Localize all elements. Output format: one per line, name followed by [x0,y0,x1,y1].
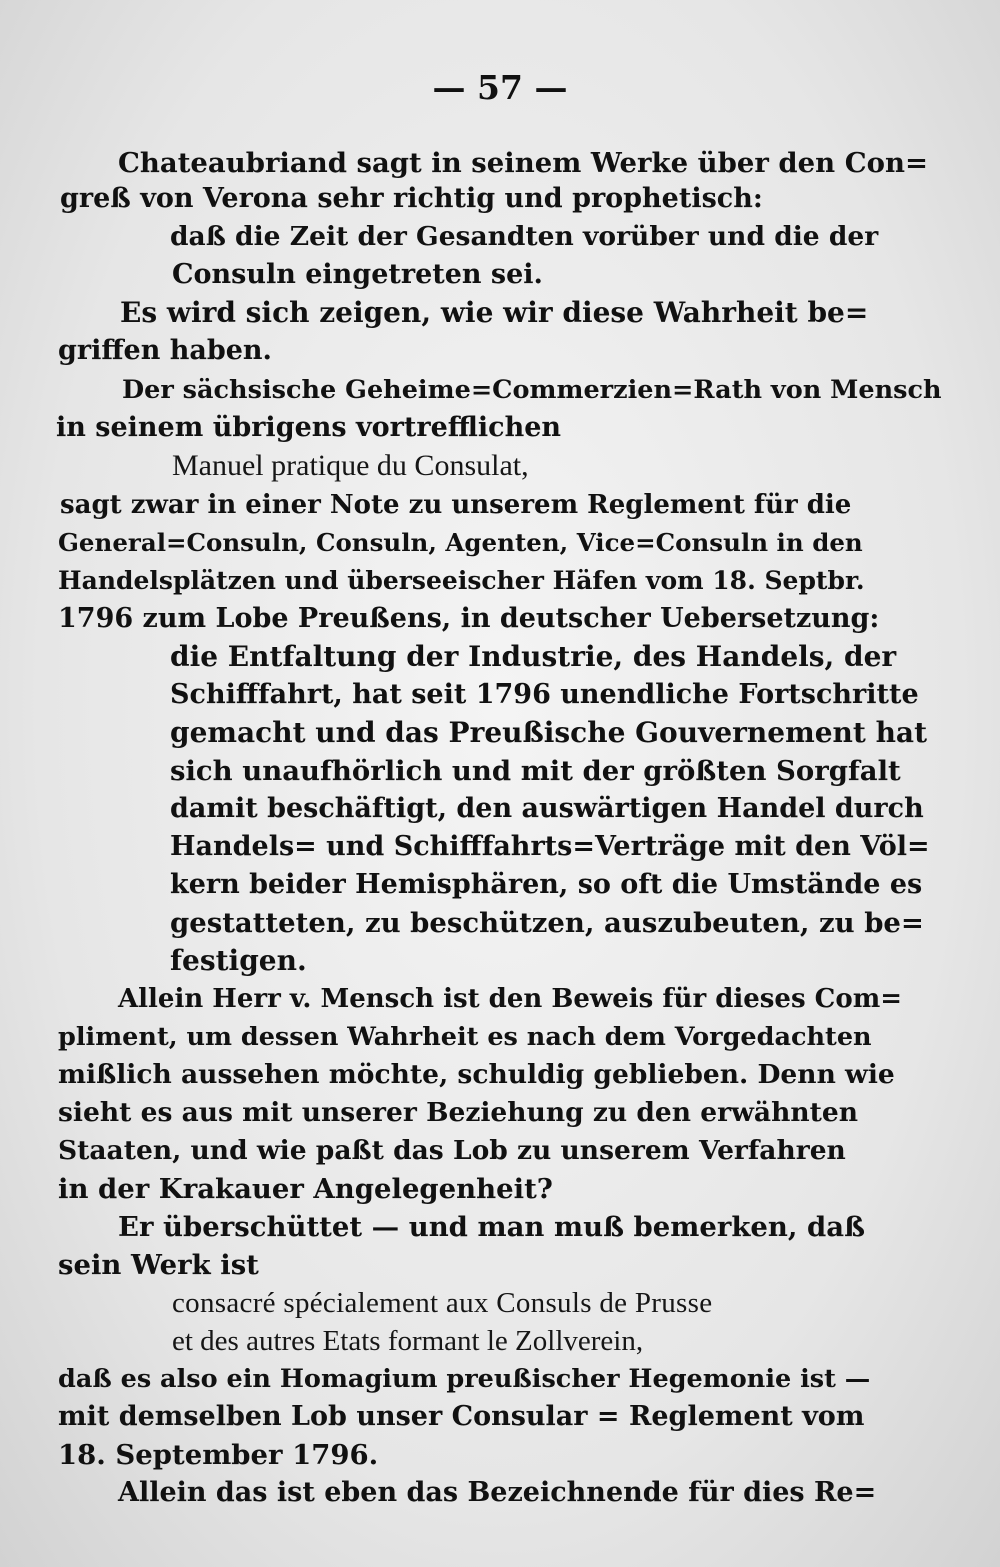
text-line: Staaten, und wie paßt das Lob zu unserem Verfahren [58,1135,846,1166]
text-line: Allein Herr v. Mensch ist den Beweis für dieses Com= [118,984,902,1014]
text-line: daß die Zeit der Gesandten vorüber und die der [170,221,879,252]
text-line: die Entfaltung der Industrie, des Handels, der [170,640,897,673]
text-line: pliment, um dessen Wahrheit es nach dem Vorgedachten [58,1022,872,1052]
text-line: mißlich aussehen möchte, schuldig geblieben. Denn wie [58,1059,895,1090]
text-line: in seinem übrigens vortrefflichen [56,412,562,443]
text-line: gemacht und das Preußische Gouvernement hat [170,716,928,749]
text-line: General=Consuln, Consuln, Agenten, Vice=Consuln in den [58,528,863,557]
text-line-french: et des autres Etats formant le Zollverein, [172,1325,644,1357]
text-line: 1796 zum Lobe Preußens, in deutscher Uebersetzung: [58,603,880,634]
text-line: griffen haben. [58,335,272,366]
text-line: mit demselben Lob unser Consular = Reglement vom [58,1401,865,1432]
text-line: sagt zwar in einer Note zu unserem Reglement für die [60,490,852,520]
text-line: Es wird sich zeigen, wie wir diese Wahrheit be= [120,296,869,329]
text-line-french: consacré spécialement aux Consuls de Prusse [172,1287,713,1319]
text-line: Allein das ist eben das Bezeichnende für dies Re= [118,1477,877,1508]
text-line: 18. September 1796. [58,1439,379,1471]
text-line: Handels= und Schifffahrts=Verträge mit den Völ= [170,831,930,862]
text-line: gestatteten, zu beschützen, auszubeuten, zu be= [170,907,924,939]
text-line: Der sächsische Geheime=Commerzien=Rath von Mensch [122,375,942,405]
text-line: Er überschüttet — und man muß bemerken, daß [118,1211,865,1243]
text-line: Handelsplätzen und überseeischer Häfen vom 18. Septbr. [58,566,865,595]
text-line: festigen. [170,944,307,977]
text-line: Consuln eingetreten sei. [172,259,543,290]
text-line: sieht es aus mit unserer Beziehung zu den erwähnten [58,1097,858,1128]
text-line: kern beider Hemisphären, so oft die Umstände es [170,869,923,900]
text-line: damit beschäftigt, den auswärtigen Handel durch [170,793,924,824]
text-line: in der Krakauer Angelegenheit? [58,1173,553,1205]
text-line: Chateaubriand sagt in seinem Werke über den Con= [118,147,928,179]
text-line: daß es also ein Homagium preußischer Hegemonie ist — [58,1364,871,1394]
text-line: sich unaufhörlich und mit der größten Sorgfalt [170,755,901,787]
text-line: greß von Verona sehr richtig und prophetisch: [60,183,763,214]
text-line: Schifffahrt, hat seit 1796 unendliche Fortschritte [170,679,919,710]
text-line-french: Manuel pratique du Consulat, [172,449,529,482]
page-number: — 57 — [432,68,568,107]
text-line: sein Werk ist [58,1249,259,1281]
